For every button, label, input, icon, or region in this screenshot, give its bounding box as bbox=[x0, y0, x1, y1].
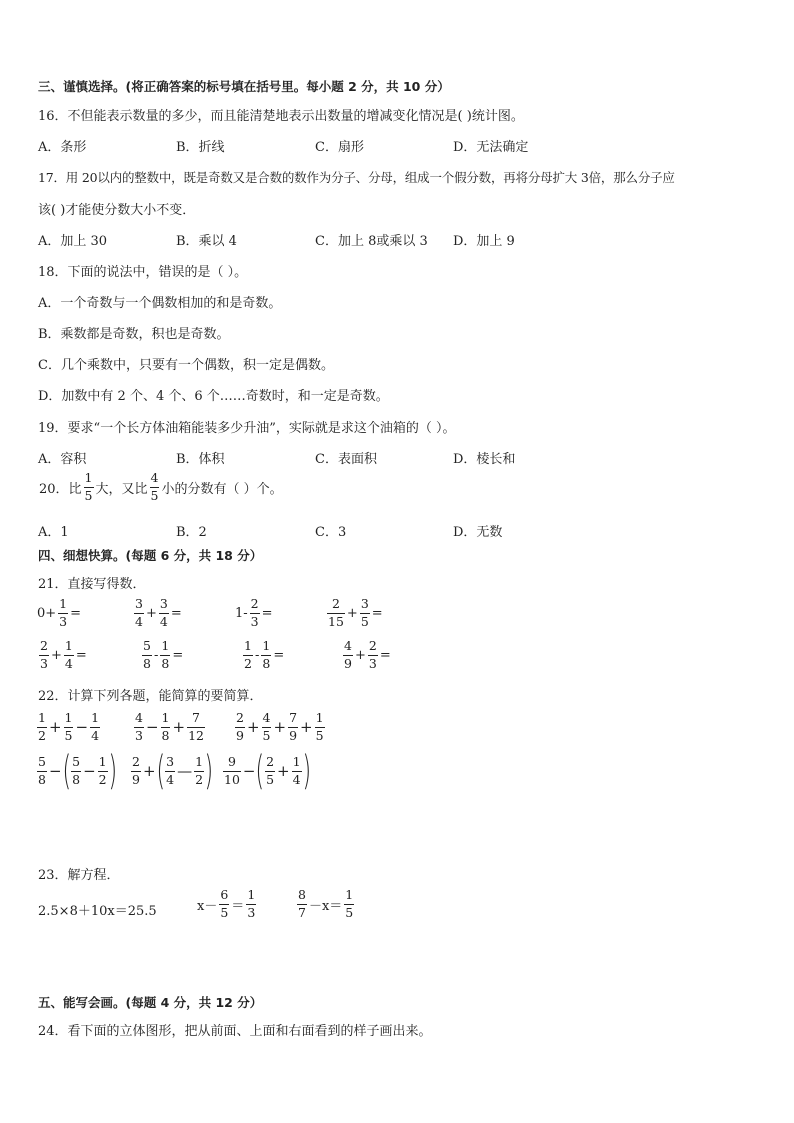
q20-option-c: C．3 bbox=[315, 525, 347, 540]
q20-option-a: A．1 bbox=[38, 525, 69, 540]
q24-stem: 24．看下面的立体图形，把从前面、上面和右面看到的样子画出来。 bbox=[38, 1024, 432, 1039]
q16-option-d: D．无法确定 bbox=[453, 140, 529, 155]
q22-stem: 22．计算下列各题，能简算的要简算． bbox=[38, 689, 263, 704]
q16-option-a: A．条形 bbox=[38, 140, 87, 155]
q23-equation-2: x－ $\frac{6}{5}$ ＝ $\frac{1}{3}$ bbox=[197, 887, 256, 920]
q21-item-5: $\frac{2}{3}$ + $\frac{1}{4}$ = bbox=[40, 638, 87, 671]
q21-stem: 21．直接写得数． bbox=[38, 577, 146, 592]
q20-stem: 20．比 $\frac{1}{5}$ 大，又比 $\frac{4}{5}$ 小的分数有（ ）个。 bbox=[39, 470, 283, 503]
section-3-title: 三、谨慎选择。(将正确答案的标号填在括号里。每小题 2 分，共 10 分） bbox=[38, 79, 450, 94]
q22-expr-4: $\frac{5}{8}$ −( $\frac{5}{8}$ − $\frac{1}{2}$ ) bbox=[38, 748, 117, 794]
q19-option-a: A．容积 bbox=[38, 452, 87, 467]
q16-option-b: B．折线 bbox=[176, 140, 225, 155]
q21-item-8: $\frac{4}{9}$ + $\frac{2}{3}$ = bbox=[344, 638, 391, 671]
q21-item-2: $\frac{3}{4}$ + $\frac{3}{4}$ = bbox=[135, 596, 182, 629]
section-4-title: 四、细想快算。(每题 6 分，共 18 分） bbox=[38, 548, 263, 563]
q19-option-b: B．体积 bbox=[176, 452, 225, 467]
q18-option-b: B．乘数都是奇数，积也是奇数。 bbox=[38, 327, 230, 342]
q16-option-c: C．扇形 bbox=[315, 140, 364, 155]
q21-item-1: 0+ $\frac{1}{3}$ = bbox=[37, 596, 82, 629]
q17-option-b: B．乘以 4 bbox=[176, 234, 237, 249]
q18-option-d: D．加数中有 2 个、4 个、6 个……奇数时，和一定是奇数。 bbox=[38, 389, 389, 404]
q20-option-b: B．2 bbox=[176, 525, 207, 540]
q20-fraction-1: $\frac{1}{5}$ bbox=[84, 470, 93, 503]
q22-expr-5: $\frac{2}{9}$ +( $\frac{3}{4}$ — $\frac{1}{2}$ ) bbox=[132, 748, 214, 794]
q17-option-a: A．加上 30 bbox=[38, 234, 108, 249]
q19-stem: 19．要求“一个长方体油箱能装多少升油”，实际就是求这个油箱的（ ）。 bbox=[38, 421, 456, 436]
q19-option-c: C．表面积 bbox=[315, 452, 377, 467]
section-5-title: 五、能写会画。(每题 4 分，共 12 分） bbox=[38, 995, 263, 1010]
q21-item-6: $\frac{5}{8}$ - $\frac{1}{8}$ = bbox=[143, 638, 184, 671]
q23-equation-1: 2.5×8＋10x＝25.5 bbox=[38, 904, 157, 919]
q21-item-7: $\frac{1}{2}$ - $\frac{1}{8}$ = bbox=[244, 638, 285, 671]
q18-option-c: C．几个乘数中，只要有一个偶数，积一定是偶数。 bbox=[38, 358, 334, 373]
q21-item-4: $\frac{2}{15}$ + $\frac{3}{5}$ = bbox=[328, 596, 383, 629]
q22-expr-3: $\frac{2}{9}$ + $\frac{4}{5}$ + $\frac{7}{9}$ + $\frac{1}{5}$ bbox=[236, 710, 324, 743]
q23-stem: 23．解方程． bbox=[38, 868, 120, 883]
q21-item-3: 1- $\frac{2}{3}$ = bbox=[235, 596, 273, 629]
q19-option-d: D．棱长和 bbox=[453, 452, 516, 467]
q17-option-c: C．加上 8或乘以 3 bbox=[315, 234, 428, 249]
q18-stem: 18．下面的说法中，错误的是（ ）。 bbox=[38, 265, 248, 280]
q17-option-d: D．加上 9 bbox=[453, 234, 515, 249]
q16-stem: 16．不但能表示数量的多少，而且能清楚地表示出数量的增减变化情况是( )统计图。 bbox=[38, 109, 524, 124]
q20-fraction-2: $\frac{4}{5}$ bbox=[150, 470, 159, 503]
q18-option-a: A．一个奇数与一个偶数相加的和是奇数。 bbox=[38, 296, 282, 311]
q22-expr-1: $\frac{1}{2}$ + $\frac{1}{5}$ − $\frac{1}{4}$ bbox=[38, 710, 100, 743]
q22-expr-2: $\frac{4}{3}$ − $\frac{1}{8}$ + $\frac{7}{12}$ bbox=[135, 710, 204, 743]
q17-stem-line1: 17．用 20以内的整数中，既是奇数又是合数的数作为分子、分母，组成一个假分数，再将分母扩大 3倍，那么分子应 bbox=[38, 170, 675, 185]
q22-expr-6: $\frac{9}{10}$ −( $\frac{2}{5}$ + $\frac{1}{4}$ ) bbox=[224, 748, 311, 794]
q17-stem-line2: 该( )才能使分数大小不变． bbox=[38, 203, 196, 218]
q20-option-d: D．无数 bbox=[453, 525, 503, 540]
q23-equation-3: $\frac{8}{7}$ －x＝ $\frac{1}{5}$ bbox=[298, 887, 354, 920]
